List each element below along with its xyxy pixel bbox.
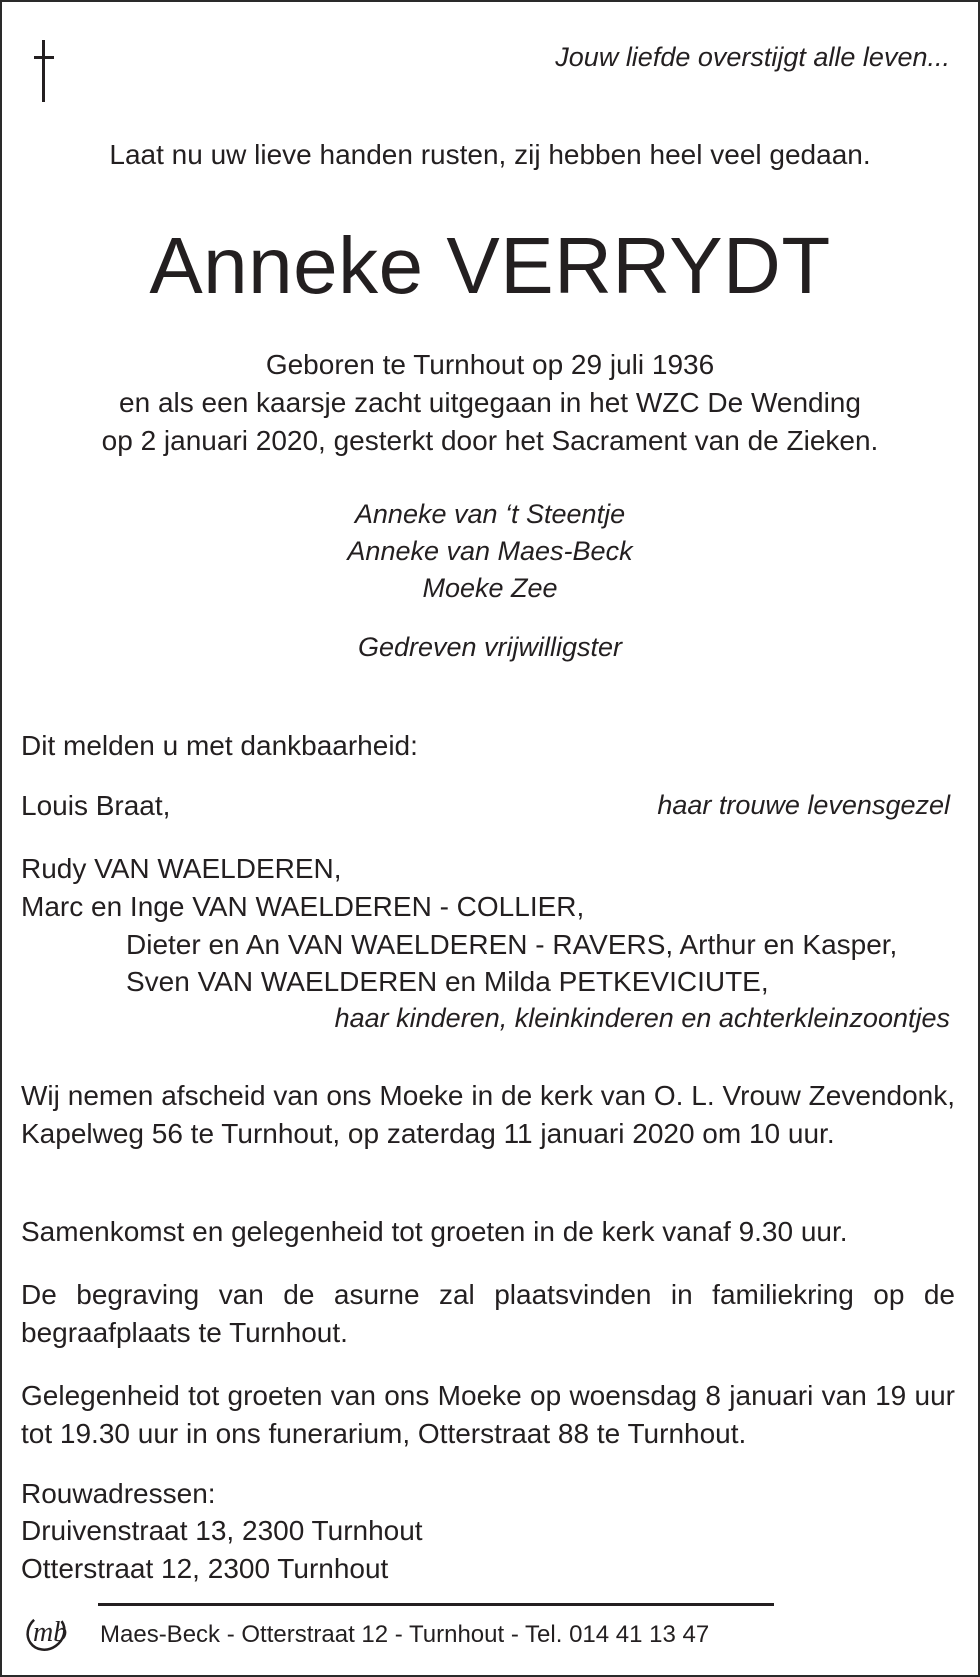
children-role: haar kinderen, kleinkinderen en achterkleinzoontjes	[334, 1003, 950, 1033]
deceased-name: Anneke VERRYDT	[149, 221, 831, 310]
nickname: Moeke Zee	[422, 573, 558, 603]
motto: Jouw liefde overstijgt alle leven...	[555, 42, 950, 72]
maes-beck-logo	[24, 1606, 82, 1654]
birth-line: Geboren te Turnhout op 29 juli 1936	[265, 349, 715, 380]
grandchild-line: Sven VAN WAELDEREN en Milda PETKEVICIUTE,	[126, 966, 769, 997]
sacrament-line: op 2 januari 2020, gesterkt door het Sacrament van de Zieken.	[101, 425, 879, 456]
address-line: Druivenstraat 13, 2300 Turnhout	[21, 1515, 423, 1546]
partner-name: Louis Braat,	[21, 790, 171, 821]
burial-paragraph: De begraving van de asurne zal plaatsvinden in familiekring op de begraafplaats te Turnhout.	[21, 1279, 955, 1348]
volunteer-tribute: Gedreven vrijwilligster	[357, 632, 623, 662]
logo-monogram: mb	[33, 1617, 68, 1648]
funeral-home-info: Maes-Beck - Otterstraat 12 - Turnhout - Tel. 014 41 13 47	[100, 1621, 710, 1648]
nickname: Anneke van ‘t Steentje	[354, 499, 626, 529]
addresses-label: Rouwadressen:	[21, 1478, 216, 1509]
nickname: Anneke van Maes-Beck	[347, 536, 633, 566]
farewell-paragraph: Wij nemen afscheid van ons Moeke in de kerk van O. L. Vrouw Zevendonk, Kapelweg 56 te Turnhout, op zaterdag 11 januari 2020 om 10 uur.	[21, 1080, 955, 1149]
birth-death-statement	[2, 346, 978, 460]
death-line: en als een kaarsje zacht uitgegaan in het WZC De Wending	[119, 387, 861, 418]
footer-divider	[98, 1603, 774, 1606]
family-intro: Dit melden u met dankbaarheid:	[21, 730, 418, 761]
cross-icon	[26, 40, 62, 102]
verse: Laat nu uw lieve handen rusten, zij hebben heel veel gedaan.	[109, 139, 871, 170]
partner-role: haar trouwe levensgezel	[657, 790, 950, 820]
address-line: Otterstraat 12, 2300 Turnhout	[21, 1553, 389, 1584]
gathering-paragraph: Samenkomst en gelegenheid tot groeten in de kerk vanaf 9.30 uur.	[21, 1216, 848, 1247]
child-name: Rudy VAN WAELDEREN,	[21, 853, 342, 884]
grandchild-line: Dieter en An VAN WAELDEREN - RAVERS, Arthur en Kasper,	[126, 929, 898, 960]
nicknames	[2, 496, 978, 607]
child-name: Marc en Inge VAN WAELDEREN - COLLIER,	[21, 891, 585, 922]
greeting-paragraph: Gelegenheid tot groeten van ons Moeke op woensdag 8 januari van 19 uur tot 19.30 uur in ons funerarium, Otterstraat 88 te Turnhout.	[21, 1380, 955, 1449]
